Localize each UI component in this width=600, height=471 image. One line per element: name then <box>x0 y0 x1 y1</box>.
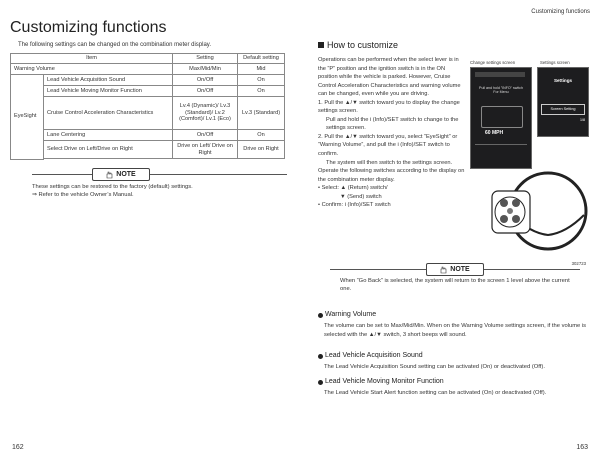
table-row <box>11 141 285 159</box>
cell-group-eyesight: EyeSight <box>11 75 44 160</box>
table-header-row <box>11 54 285 64</box>
cell-item: Cruise Control Acceleration Characteristics <box>44 97 173 130</box>
note-line-1: These settings can be restored to the factory (default) settings. <box>32 184 193 190</box>
section-title: Lead Vehicle Acquisition Sound <box>325 352 423 359</box>
note-badge <box>92 168 150 181</box>
change-settings-screen <box>470 67 532 169</box>
table-row <box>11 86 285 97</box>
settings-table <box>10 53 285 160</box>
pull-hold-text: Pull and hold "INFO" switch For Menu <box>479 86 523 94</box>
intro-text: The following settings can be changed on the combination meter display. <box>18 42 212 48</box>
section-body: The volume can be set to Max/Mid/Min. When on the Warning Volume settings screen, if the volume is selected with the ▲/▼ switch, 3 short beeps will sound. <box>324 323 587 338</box>
section-warning-volume <box>318 310 590 339</box>
section-body: The Lead Vehicle Start Alert function setting can be activated (On) or deactivated (Off). <box>324 390 547 397</box>
cell-setting: Lv.4 (Dynamic)/ Lv.3 (Standard)/ Lv.2 (Comfort)/ Lv.1 (Eco) <box>173 97 238 130</box>
table-row <box>11 64 285 75</box>
hand-note-icon <box>106 171 113 179</box>
meter-bar <box>475 72 525 77</box>
square-bullet-icon <box>318 42 324 48</box>
cell-default: On <box>238 75 285 86</box>
note-badge <box>426 263 484 276</box>
settings-screen <box>537 67 589 137</box>
cell-default: Mid <box>238 64 285 75</box>
bullet-dot-icon <box>318 313 323 318</box>
settings-title: Settings <box>553 78 573 83</box>
note-body <box>32 183 193 200</box>
howto-body <box>318 56 466 210</box>
page-number-right: 163 <box>576 444 588 451</box>
table-row <box>11 97 285 130</box>
section-lead-vehicle-acquisition <box>318 351 590 372</box>
speed-readout: 60 MPH <box>485 130 504 136</box>
bullet-dot-icon <box>318 380 323 385</box>
cell-default: On <box>238 86 285 97</box>
step-1b: Pull and hold the i (Info)/SET switch to change to the settings screen. <box>326 116 459 132</box>
screen-setting-option: Screen Setting <box>541 104 585 115</box>
note-label: NOTE <box>116 171 136 178</box>
bullet-select-2: ▼ (Send) switch <box>340 193 382 200</box>
cell-item: Lead Vehicle Moving Monitor Function <box>44 86 173 97</box>
step-2b: The system will then switch to the settings screen. <box>326 159 453 166</box>
cell-item: Lane Centering <box>44 130 173 141</box>
col-header-item: Item <box>11 54 173 64</box>
cell-item: Lead Vehicle Acquisition Sound <box>44 75 173 86</box>
bullet-confirm: • Confirm: i (Info)/SET switch <box>318 202 391 209</box>
col-header-default: Default setting <box>238 54 285 64</box>
cell-default: Drive on Right <box>238 141 285 159</box>
bullet-dot-icon <box>318 354 323 359</box>
cell-item: Select Drive on Left/Drive on Right <box>44 141 173 159</box>
note-body: When “Go Back” is selected, the system will return to the screen 1 level above the current one. <box>340 278 570 293</box>
cell-setting: Max/Mid/Min <box>173 64 238 75</box>
section-title: Lead Vehicle Moving Monitor Function <box>325 378 444 385</box>
bullet-select: • Select: ▲ (Return) switch/ <box>318 185 388 192</box>
running-header: Customizing functions <box>531 9 590 15</box>
col-header-setting: Setting <box>173 54 238 64</box>
page-indicator: 1/8 <box>580 118 585 122</box>
howto-intro: Operations can be performed when the select lever is in the “P” position and the ignition switch is in the ON position while the vehicle is parked. However, Cruise Control Acceleration Characteristics and warning volume can be changed, even while you are driving. <box>318 57 461 98</box>
cell-setting: Drive on Left/ Drive on Right <box>173 141 238 159</box>
cell-setting: On/Off <box>173 75 238 86</box>
cell-setting: On/Off <box>173 130 238 141</box>
car-graphic <box>481 106 523 128</box>
section-body: The Lead Vehicle Acquisition Sound setting can be activated (On) or deactivated (Off). <box>324 364 545 371</box>
step-2: 2. Pull the ▲/▼ switch toward you, select “EyeSight” or “Warning Volume”, and pull the i (Info)/SET switch to confirm. <box>318 133 458 158</box>
section-lead-vehicle-moving-monitor <box>318 377 590 398</box>
howto-heading <box>318 40 398 50</box>
cell-setting: On/Off <box>173 86 238 97</box>
operate-text: Operate the following switches according to the display on the combination meter display. <box>318 168 465 183</box>
hand-note-icon <box>440 266 447 274</box>
howto-title: How to customize <box>327 40 399 50</box>
table-row <box>11 130 285 141</box>
label-change-settings: Change settings screen <box>470 60 516 65</box>
page-title: Customizing functions <box>10 19 167 36</box>
figure-id: 302723 <box>571 261 586 266</box>
note-right <box>330 263 580 301</box>
figure-steering-display <box>470 55 588 269</box>
step-1: 1. Pull the ▲/▼ switch toward you to display the change settings screen. <box>318 99 460 115</box>
page-number-left: 162 <box>12 444 24 451</box>
note-divider <box>32 174 287 175</box>
steering-wheel-illustration <box>490 163 588 253</box>
note-label: NOTE <box>450 266 470 273</box>
section-title: Warning Volume <box>325 311 377 318</box>
cell-item: Warning Volume <box>11 64 173 75</box>
cell-default: On <box>238 130 285 141</box>
label-settings: Settings screen <box>540 60 570 65</box>
note-line-2: ⇒ Refer to the vehicle Owner’s Manual. <box>32 192 134 199</box>
table-row <box>11 75 285 86</box>
status-bar <box>475 144 527 155</box>
cell-default: Lv.3 (Standard) <box>238 97 285 130</box>
